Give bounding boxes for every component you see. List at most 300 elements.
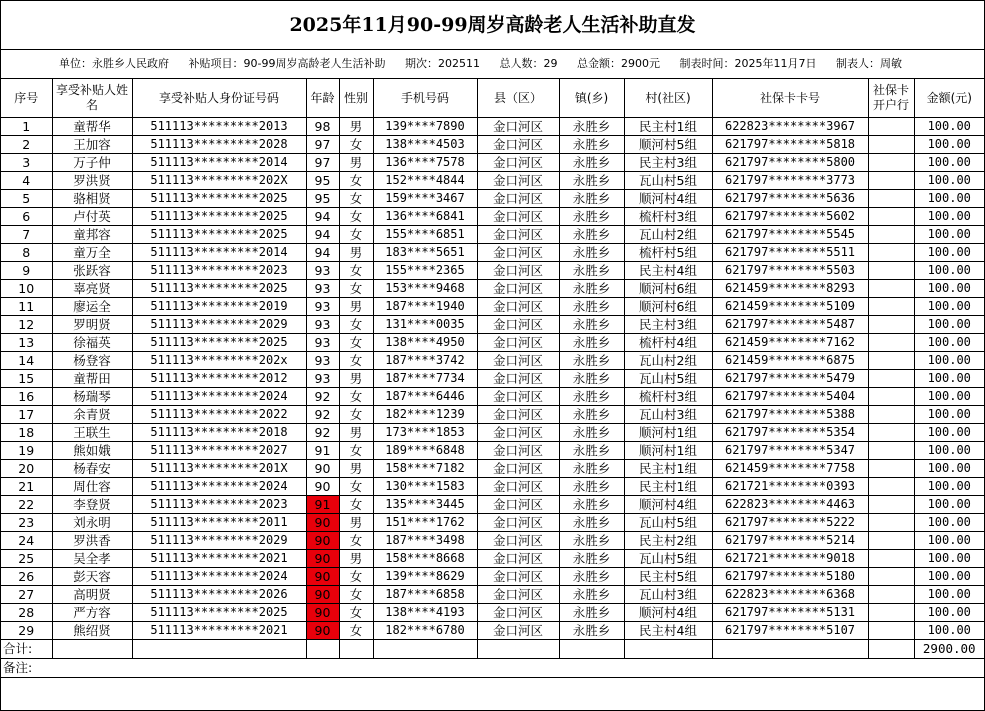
cell-amount[interactable]: 100.00	[914, 190, 984, 208]
cell-bank[interactable]	[868, 370, 914, 388]
cell-amount[interactable]: 100.00	[914, 568, 984, 586]
cell-bank[interactable]	[868, 154, 914, 172]
cell-index[interactable]: 4	[1, 172, 52, 190]
cell-card-number[interactable]: 621797********5479	[712, 370, 868, 388]
cell-village[interactable]: 瓦山村5组	[624, 370, 712, 388]
cell-age[interactable]: 92	[306, 424, 339, 442]
cell-name[interactable]: 严方容	[52, 604, 132, 622]
cell-county[interactable]: 金口河区	[477, 118, 559, 136]
cell-age[interactable]: 95	[306, 190, 339, 208]
col-header-card-number[interactable]: 社保卡卡号	[712, 79, 868, 118]
cell-bank[interactable]	[868, 190, 914, 208]
cell-bank[interactable]	[868, 478, 914, 496]
cell-amount[interactable]: 100.00	[914, 496, 984, 514]
cell-bank[interactable]	[868, 208, 914, 226]
cell-age[interactable]: 92	[306, 406, 339, 424]
cell-county[interactable]: 金口河区	[477, 136, 559, 154]
cell-name[interactable]: 杨瑞琴	[52, 388, 132, 406]
cell-phone[interactable]: 153****9468	[373, 280, 477, 298]
cell-phone[interactable]: 138****4503	[373, 136, 477, 154]
cell-card-number[interactable]: 621797********5487	[712, 316, 868, 334]
cell-index[interactable]: 3	[1, 154, 52, 172]
cell-age[interactable]: 94	[306, 226, 339, 244]
cell-id-number[interactable]: 511113*********2023	[132, 262, 306, 280]
cell-town[interactable]: 永胜乡	[559, 496, 624, 514]
cell-phone[interactable]: 159****3467	[373, 190, 477, 208]
cell-county[interactable]: 金口河区	[477, 442, 559, 460]
cell-amount[interactable]: 100.00	[914, 370, 984, 388]
cell-town[interactable]: 永胜乡	[559, 280, 624, 298]
cell-town[interactable]: 永胜乡	[559, 298, 624, 316]
cell-name[interactable]: 童万全	[52, 244, 132, 262]
col-header-village[interactable]: 村(社区)	[624, 79, 712, 118]
cell-town[interactable]: 永胜乡	[559, 550, 624, 568]
col-header-name[interactable]: 享受补贴人姓名	[52, 79, 132, 118]
cell-name[interactable]: 彭天容	[52, 568, 132, 586]
cell-county[interactable]: 金口河区	[477, 280, 559, 298]
cell-id-number[interactable]: 511113*********2024	[132, 388, 306, 406]
cell-county[interactable]: 金口河区	[477, 478, 559, 496]
cell-bank[interactable]	[868, 550, 914, 568]
cell-town[interactable]: 永胜乡	[559, 136, 624, 154]
cell-age[interactable]: 90	[306, 586, 339, 604]
cell-age[interactable]: 93	[306, 370, 339, 388]
cell-bank[interactable]	[868, 262, 914, 280]
cell-index[interactable]: 25	[1, 550, 52, 568]
cell-amount[interactable]: 100.00	[914, 244, 984, 262]
cell-index[interactable]: 10	[1, 280, 52, 298]
cell-age[interactable]: 90	[306, 550, 339, 568]
cell-gender[interactable]: 女	[339, 334, 373, 352]
cell-id-number[interactable]: 511113*********2024	[132, 478, 306, 496]
cell-id-number[interactable]: 511113*********2029	[132, 316, 306, 334]
cell-bank[interactable]	[868, 568, 914, 586]
cell-age[interactable]: 93	[306, 280, 339, 298]
cell-index[interactable]: 1	[1, 118, 52, 136]
cell-age[interactable]: 92	[306, 388, 339, 406]
cell-name[interactable]: 杨春安	[52, 460, 132, 478]
cell-age[interactable]: 94	[306, 244, 339, 262]
cell-amount[interactable]: 100.00	[914, 208, 984, 226]
cell-id-number[interactable]: 511113*********2025	[132, 208, 306, 226]
cell-name[interactable]: 万子仲	[52, 154, 132, 172]
cell-gender[interactable]: 女	[339, 478, 373, 496]
cell-town[interactable]: 永胜乡	[559, 532, 624, 550]
cell-name[interactable]: 王加容	[52, 136, 132, 154]
cell-bank[interactable]	[868, 406, 914, 424]
cell-id-number[interactable]: 511113*********2019	[132, 298, 306, 316]
cell-village[interactable]: 瓦山村3组	[624, 406, 712, 424]
cell-name[interactable]: 余青贤	[52, 406, 132, 424]
cell-gender[interactable]: 男	[339, 244, 373, 262]
cell-town[interactable]: 永胜乡	[559, 334, 624, 352]
cell-county[interactable]: 金口河区	[477, 406, 559, 424]
cell-id-number[interactable]: 511113*********2012	[132, 370, 306, 388]
cell-age[interactable]: 90	[306, 478, 339, 496]
cell-index[interactable]: 7	[1, 226, 52, 244]
cell-county[interactable]: 金口河区	[477, 622, 559, 640]
cell-age[interactable]: 90	[306, 568, 339, 586]
cell-town[interactable]: 永胜乡	[559, 154, 624, 172]
cell-index[interactable]: 23	[1, 514, 52, 532]
cell-index[interactable]: 5	[1, 190, 52, 208]
cell-village[interactable]: 瓦山村3组	[624, 586, 712, 604]
cell-age[interactable]: 90	[306, 622, 339, 640]
cell-gender[interactable]: 女	[339, 406, 373, 424]
cell-town[interactable]: 永胜乡	[559, 172, 624, 190]
cell-amount[interactable]: 100.00	[914, 136, 984, 154]
cell-town[interactable]: 永胜乡	[559, 586, 624, 604]
col-header-gender[interactable]: 性别	[339, 79, 373, 118]
cell-phone[interactable]: 135****3445	[373, 496, 477, 514]
cell-amount[interactable]: 100.00	[914, 622, 984, 640]
cell-card-number[interactable]: 621797********5503	[712, 262, 868, 280]
cell-gender[interactable]: 男	[339, 460, 373, 478]
cell-town[interactable]: 永胜乡	[559, 514, 624, 532]
cell-county[interactable]: 金口河区	[477, 262, 559, 280]
cell-county[interactable]: 金口河区	[477, 172, 559, 190]
cell-gender[interactable]: 女	[339, 280, 373, 298]
cell-bank[interactable]	[868, 514, 914, 532]
cell-village[interactable]: 民主村5组	[624, 568, 712, 586]
cell-card-number[interactable]: 621721********9018	[712, 550, 868, 568]
cell-phone[interactable]: 187****7734	[373, 370, 477, 388]
cell-town[interactable]: 永胜乡	[559, 118, 624, 136]
cell-amount[interactable]: 100.00	[914, 172, 984, 190]
cell-village[interactable]: 顺河村1组	[624, 424, 712, 442]
cell-amount[interactable]: 100.00	[914, 514, 984, 532]
cell-gender[interactable]: 女	[339, 190, 373, 208]
cell-phone[interactable]: 187****6858	[373, 586, 477, 604]
cell-card-number[interactable]: 621797********5107	[712, 622, 868, 640]
cell-phone[interactable]: 187****3498	[373, 532, 477, 550]
cell-gender[interactable]: 男	[339, 550, 373, 568]
cell-index[interactable]: 28	[1, 604, 52, 622]
cell-id-number[interactable]: 511113*********201X	[132, 460, 306, 478]
cell-gender[interactable]: 女	[339, 532, 373, 550]
cell-id-number[interactable]: 511113*********2026	[132, 586, 306, 604]
cell-gender[interactable]: 男	[339, 118, 373, 136]
cell-card-number[interactable]: 621797********5180	[712, 568, 868, 586]
cell-card-number[interactable]: 621797********3773	[712, 172, 868, 190]
cell-bank[interactable]	[868, 604, 914, 622]
cell-gender[interactable]: 女	[339, 352, 373, 370]
cell-index[interactable]: 21	[1, 478, 52, 496]
cell-village[interactable]: 瓦山村2组	[624, 352, 712, 370]
cell-town[interactable]: 永胜乡	[559, 370, 624, 388]
cell-age[interactable]: 93	[306, 316, 339, 334]
cell-village[interactable]: 瓦山村2组	[624, 226, 712, 244]
cell-gender[interactable]: 男	[339, 514, 373, 532]
cell-age[interactable]: 93	[306, 262, 339, 280]
cell-county[interactable]: 金口河区	[477, 352, 559, 370]
cell-gender[interactable]: 女	[339, 136, 373, 154]
cell-amount[interactable]: 100.00	[914, 262, 984, 280]
cell-name[interactable]: 童帮田	[52, 370, 132, 388]
cell-index[interactable]: 6	[1, 208, 52, 226]
cell-amount[interactable]: 100.00	[914, 352, 984, 370]
cell-phone[interactable]: 152****4844	[373, 172, 477, 190]
cell-amount[interactable]: 100.00	[914, 604, 984, 622]
cell-card-number[interactable]: 621797********5404	[712, 388, 868, 406]
cell-gender[interactable]: 女	[339, 568, 373, 586]
cell-town[interactable]: 永胜乡	[559, 190, 624, 208]
cell-amount[interactable]: 100.00	[914, 442, 984, 460]
cell-gender[interactable]: 女	[339, 442, 373, 460]
cell-county[interactable]: 金口河区	[477, 370, 559, 388]
cell-village[interactable]: 梳杆村4组	[624, 334, 712, 352]
cell-id-number[interactable]: 511113*********2027	[132, 442, 306, 460]
cell-gender[interactable]: 女	[339, 622, 373, 640]
cell-index[interactable]: 16	[1, 388, 52, 406]
cell-town[interactable]: 永胜乡	[559, 478, 624, 496]
cell-name[interactable]: 辜亮贤	[52, 280, 132, 298]
cell-name[interactable]: 吴全孝	[52, 550, 132, 568]
cell-id-number[interactable]: 511113*********2014	[132, 154, 306, 172]
cell-phone[interactable]: 136****7578	[373, 154, 477, 172]
cell-village[interactable]: 民主村4组	[624, 622, 712, 640]
cell-card-number[interactable]: 621797********5214	[712, 532, 868, 550]
cell-age[interactable]: 91	[306, 496, 339, 514]
cell-county[interactable]: 金口河区	[477, 532, 559, 550]
col-header-town[interactable]: 镇(乡)	[559, 79, 624, 118]
cell-card-number[interactable]: 621459********7758	[712, 460, 868, 478]
cell-age[interactable]: 93	[306, 352, 339, 370]
cell-card-number[interactable]: 621459********8293	[712, 280, 868, 298]
cell-town[interactable]: 永胜乡	[559, 244, 624, 262]
cell-index[interactable]: 17	[1, 406, 52, 424]
cell-county[interactable]: 金口河区	[477, 298, 559, 316]
cell-age[interactable]: 98	[306, 118, 339, 136]
cell-gender[interactable]: 男	[339, 370, 373, 388]
cell-county[interactable]: 金口河区	[477, 208, 559, 226]
cell-phone[interactable]: 155****2365	[373, 262, 477, 280]
col-header-bank[interactable]: 社保卡开户行	[868, 79, 914, 118]
cell-phone[interactable]: 139****8629	[373, 568, 477, 586]
cell-town[interactable]: 永胜乡	[559, 208, 624, 226]
cell-village[interactable]: 梳杆村3组	[624, 208, 712, 226]
cell-card-number[interactable]: 621797********5131	[712, 604, 868, 622]
cell-index[interactable]: 27	[1, 586, 52, 604]
cell-id-number[interactable]: 511113*********2025	[132, 190, 306, 208]
cell-town[interactable]: 永胜乡	[559, 316, 624, 334]
cell-id-number[interactable]: 511113*********2023	[132, 496, 306, 514]
cell-card-number[interactable]: 622823********4463	[712, 496, 868, 514]
cell-name[interactable]: 徐福英	[52, 334, 132, 352]
cell-gender[interactable]: 女	[339, 586, 373, 604]
cell-index[interactable]: 18	[1, 424, 52, 442]
cell-name[interactable]: 刘永明	[52, 514, 132, 532]
cell-amount[interactable]: 100.00	[914, 478, 984, 496]
cell-gender[interactable]: 男	[339, 424, 373, 442]
cell-id-number[interactable]: 511113*********202x	[132, 352, 306, 370]
cell-gender[interactable]: 男	[339, 298, 373, 316]
cell-county[interactable]: 金口河区	[477, 586, 559, 604]
cell-id-number[interactable]: 511113*********2014	[132, 244, 306, 262]
cell-gender[interactable]: 女	[339, 226, 373, 244]
cell-age[interactable]: 91	[306, 442, 339, 460]
cell-town[interactable]: 永胜乡	[559, 604, 624, 622]
cell-village[interactable]: 梳杆村3组	[624, 388, 712, 406]
cell-bank[interactable]	[868, 118, 914, 136]
cell-phone[interactable]: 187****6446	[373, 388, 477, 406]
cell-town[interactable]: 永胜乡	[559, 262, 624, 280]
cell-id-number[interactable]: 511113*********2024	[132, 568, 306, 586]
cell-card-number[interactable]: 621797********5222	[712, 514, 868, 532]
col-header-index[interactable]: 序号	[1, 79, 52, 118]
cell-amount[interactable]: 100.00	[914, 118, 984, 136]
cell-phone[interactable]: 130****1583	[373, 478, 477, 496]
cell-phone[interactable]: 187****3742	[373, 352, 477, 370]
cell-bank[interactable]	[868, 244, 914, 262]
cell-index[interactable]: 2	[1, 136, 52, 154]
cell-village[interactable]: 民主村1组	[624, 460, 712, 478]
cell-name[interactable]: 熊绍贤	[52, 622, 132, 640]
cell-index[interactable]: 11	[1, 298, 52, 316]
cell-gender[interactable]: 女	[339, 496, 373, 514]
cell-county[interactable]: 金口河区	[477, 316, 559, 334]
cell-id-number[interactable]: 511113*********2029	[132, 532, 306, 550]
cell-age[interactable]: 95	[306, 172, 339, 190]
cell-name[interactable]: 杨登容	[52, 352, 132, 370]
cell-village[interactable]: 瓦山村5组	[624, 172, 712, 190]
cell-index[interactable]: 22	[1, 496, 52, 514]
cell-bank[interactable]	[868, 136, 914, 154]
cell-village[interactable]: 顺河村4组	[624, 604, 712, 622]
cell-county[interactable]: 金口河区	[477, 334, 559, 352]
cell-card-number[interactable]: 621797********5636	[712, 190, 868, 208]
cell-village[interactable]: 民主村1组	[624, 478, 712, 496]
cell-amount[interactable]: 100.00	[914, 532, 984, 550]
cell-card-number[interactable]: 621459********6875	[712, 352, 868, 370]
cell-id-number[interactable]: 511113*********2022	[132, 406, 306, 424]
cell-name[interactable]: 高明贤	[52, 586, 132, 604]
cell-index[interactable]: 29	[1, 622, 52, 640]
cell-name[interactable]: 罗明贤	[52, 316, 132, 334]
cell-amount[interactable]: 100.00	[914, 406, 984, 424]
cell-age[interactable]: 90	[306, 514, 339, 532]
cell-gender[interactable]: 女	[339, 262, 373, 280]
cell-id-number[interactable]: 511113*********2018	[132, 424, 306, 442]
cell-age[interactable]: 97	[306, 136, 339, 154]
cell-town[interactable]: 永胜乡	[559, 388, 624, 406]
cell-town[interactable]: 永胜乡	[559, 226, 624, 244]
cell-town[interactable]: 永胜乡	[559, 442, 624, 460]
cell-county[interactable]: 金口河区	[477, 226, 559, 244]
cell-index[interactable]: 19	[1, 442, 52, 460]
cell-age[interactable]: 97	[306, 154, 339, 172]
cell-id-number[interactable]: 511113*********2025	[132, 334, 306, 352]
cell-index[interactable]: 26	[1, 568, 52, 586]
cell-amount[interactable]: 100.00	[914, 226, 984, 244]
cell-county[interactable]: 金口河区	[477, 244, 559, 262]
cell-bank[interactable]	[868, 316, 914, 334]
cell-village[interactable]: 顺河村4组	[624, 190, 712, 208]
cell-phone[interactable]: 138****4193	[373, 604, 477, 622]
cell-index[interactable]: 15	[1, 370, 52, 388]
cell-card-number[interactable]: 621459********7162	[712, 334, 868, 352]
cell-bank[interactable]	[868, 172, 914, 190]
col-header-age[interactable]: 年龄	[306, 79, 339, 118]
cell-town[interactable]: 永胜乡	[559, 460, 624, 478]
cell-index[interactable]: 24	[1, 532, 52, 550]
col-header-id-number[interactable]: 享受补贴人身份证号码	[132, 79, 306, 118]
cell-town[interactable]: 永胜乡	[559, 406, 624, 424]
cell-index[interactable]: 8	[1, 244, 52, 262]
cell-county[interactable]: 金口河区	[477, 496, 559, 514]
cell-village[interactable]: 民主村3组	[624, 316, 712, 334]
cell-bank[interactable]	[868, 280, 914, 298]
cell-county[interactable]: 金口河区	[477, 550, 559, 568]
cell-amount[interactable]: 100.00	[914, 316, 984, 334]
cell-card-number[interactable]: 621797********5388	[712, 406, 868, 424]
cell-index[interactable]: 12	[1, 316, 52, 334]
cell-card-number[interactable]: 621797********5818	[712, 136, 868, 154]
cell-name[interactable]: 熊如娥	[52, 442, 132, 460]
cell-name[interactable]: 骆相贤	[52, 190, 132, 208]
cell-id-number[interactable]: 511113*********2013	[132, 118, 306, 136]
cell-index[interactable]: 14	[1, 352, 52, 370]
cell-name[interactable]: 童邦容	[52, 226, 132, 244]
cell-name[interactable]: 罗洪香	[52, 532, 132, 550]
cell-card-number[interactable]: 621797********5800	[712, 154, 868, 172]
cell-phone[interactable]: 189****6848	[373, 442, 477, 460]
cell-county[interactable]: 金口河区	[477, 388, 559, 406]
cell-gender[interactable]: 女	[339, 388, 373, 406]
cell-name[interactable]: 张跃容	[52, 262, 132, 280]
cell-age[interactable]: 94	[306, 208, 339, 226]
cell-id-number[interactable]: 511113*********2028	[132, 136, 306, 154]
cell-phone[interactable]: 173****1853	[373, 424, 477, 442]
cell-card-number[interactable]: 622823********3967	[712, 118, 868, 136]
cell-bank[interactable]	[868, 532, 914, 550]
cell-id-number[interactable]: 511113*********2025	[132, 226, 306, 244]
cell-name[interactable]: 卢付英	[52, 208, 132, 226]
cell-card-number[interactable]: 621797********5545	[712, 226, 868, 244]
cell-phone[interactable]: 139****7890	[373, 118, 477, 136]
cell-amount[interactable]: 100.00	[914, 586, 984, 604]
cell-id-number[interactable]: 511113*********2021	[132, 550, 306, 568]
cell-phone[interactable]: 182****1239	[373, 406, 477, 424]
total-label[interactable]: 合计:	[1, 640, 52, 659]
cell-bank[interactable]	[868, 586, 914, 604]
cell-bank[interactable]	[868, 352, 914, 370]
cell-town[interactable]: 永胜乡	[559, 424, 624, 442]
cell-gender[interactable]: 女	[339, 316, 373, 334]
cell-phone[interactable]: 151****1762	[373, 514, 477, 532]
cell-name[interactable]: 廖运全	[52, 298, 132, 316]
cell-amount[interactable]: 100.00	[914, 154, 984, 172]
cell-gender[interactable]: 女	[339, 604, 373, 622]
cell-phone[interactable]: 187****1940	[373, 298, 477, 316]
cell-index[interactable]: 20	[1, 460, 52, 478]
cell-village[interactable]: 瓦山村5组	[624, 514, 712, 532]
cell-village[interactable]: 民主村1组	[624, 118, 712, 136]
cell-name[interactable]: 罗洪贤	[52, 172, 132, 190]
cell-amount[interactable]: 100.00	[914, 280, 984, 298]
cell-town[interactable]: 永胜乡	[559, 622, 624, 640]
cell-county[interactable]: 金口河区	[477, 460, 559, 478]
cell-town[interactable]: 永胜乡	[559, 352, 624, 370]
cell-age[interactable]: 90	[306, 532, 339, 550]
cell-bank[interactable]	[868, 460, 914, 478]
cell-town[interactable]: 永胜乡	[559, 568, 624, 586]
cell-village[interactable]: 瓦山村5组	[624, 550, 712, 568]
cell-county[interactable]: 金口河区	[477, 424, 559, 442]
cell-county[interactable]: 金口河区	[477, 154, 559, 172]
cell-village[interactable]: 民主村4组	[624, 262, 712, 280]
cell-phone[interactable]: 138****4950	[373, 334, 477, 352]
